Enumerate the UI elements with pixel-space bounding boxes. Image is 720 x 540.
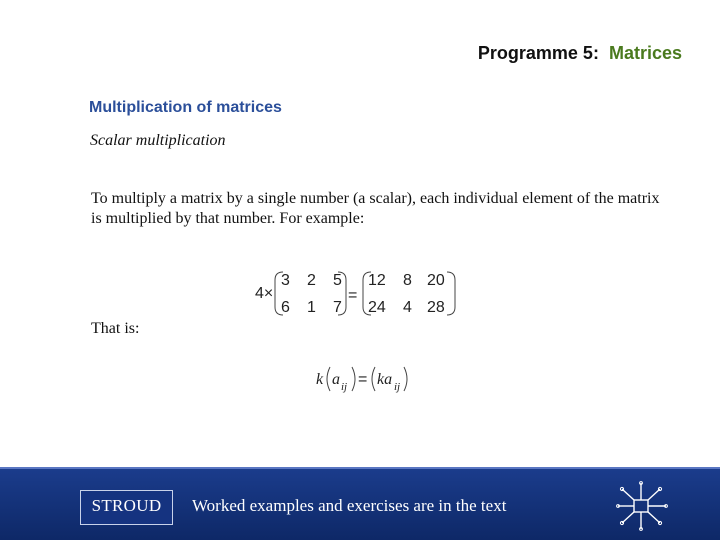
programme-topic: Matrices: [608, 43, 682, 63]
matrix-b-cell: 4: [403, 299, 412, 316]
matrix-b-right-bracket: [447, 272, 455, 315]
section-heading: Multiplication of matrices: [89, 99, 282, 116]
rule-right-open-paren: [372, 367, 375, 391]
scalar-multiplier: 4×: [255, 285, 274, 302]
footer-note: Worked examples and exercises are in the text: [192, 496, 507, 515]
rule-scalar-k: k: [316, 371, 324, 388]
matrix-b-cell: 24: [368, 299, 386, 316]
rule-product-ka: ka: [377, 371, 393, 388]
matrix-a-cell: 5: [333, 272, 342, 289]
matrix-a-cell: 2: [307, 272, 316, 289]
programme-number: Programme 5:: [477, 43, 599, 63]
page-title: [478, 43, 682, 64]
matrix-b-cell: 8: [403, 272, 412, 289]
matrix-b-cell: 28: [427, 299, 445, 316]
matrix-a-cell: 3: [281, 272, 290, 289]
that-is-label: That is:: [91, 320, 140, 337]
stroud-brand-box: [80, 490, 173, 525]
rule-element-a: a: [332, 371, 340, 388]
subheading: Scalar multiplication: [90, 132, 226, 149]
rule-left-close-paren: [352, 367, 355, 391]
rule-subscript-left: ij: [341, 381, 348, 393]
matrix-a-cell: 7: [333, 299, 342, 316]
matrix-b-cell: 12: [368, 272, 386, 289]
matrix-a-cell: 6: [281, 299, 290, 316]
rule-subscript-right: ij: [394, 381, 401, 393]
stroud-network-logo-icon: [614, 481, 670, 531]
rule-left-open-paren: [327, 367, 330, 391]
scalar-multiplication-example: [250, 266, 460, 320]
rule-equals-sign: =: [358, 371, 368, 388]
example-equals-sign: =: [348, 287, 358, 304]
stroud-brand-label: STROUD: [91, 496, 162, 515]
rule-right-close-paren: [404, 367, 407, 391]
scalar-multiplication-rule: [313, 364, 413, 396]
matrix-b-cell: 20: [427, 272, 445, 289]
body-paragraph: To multiply a matrix by a single number (a scalar), each individual element of the matrix is multiplied by that number. For example:: [91, 190, 660, 227]
matrix-a-cell: 1: [307, 299, 316, 316]
